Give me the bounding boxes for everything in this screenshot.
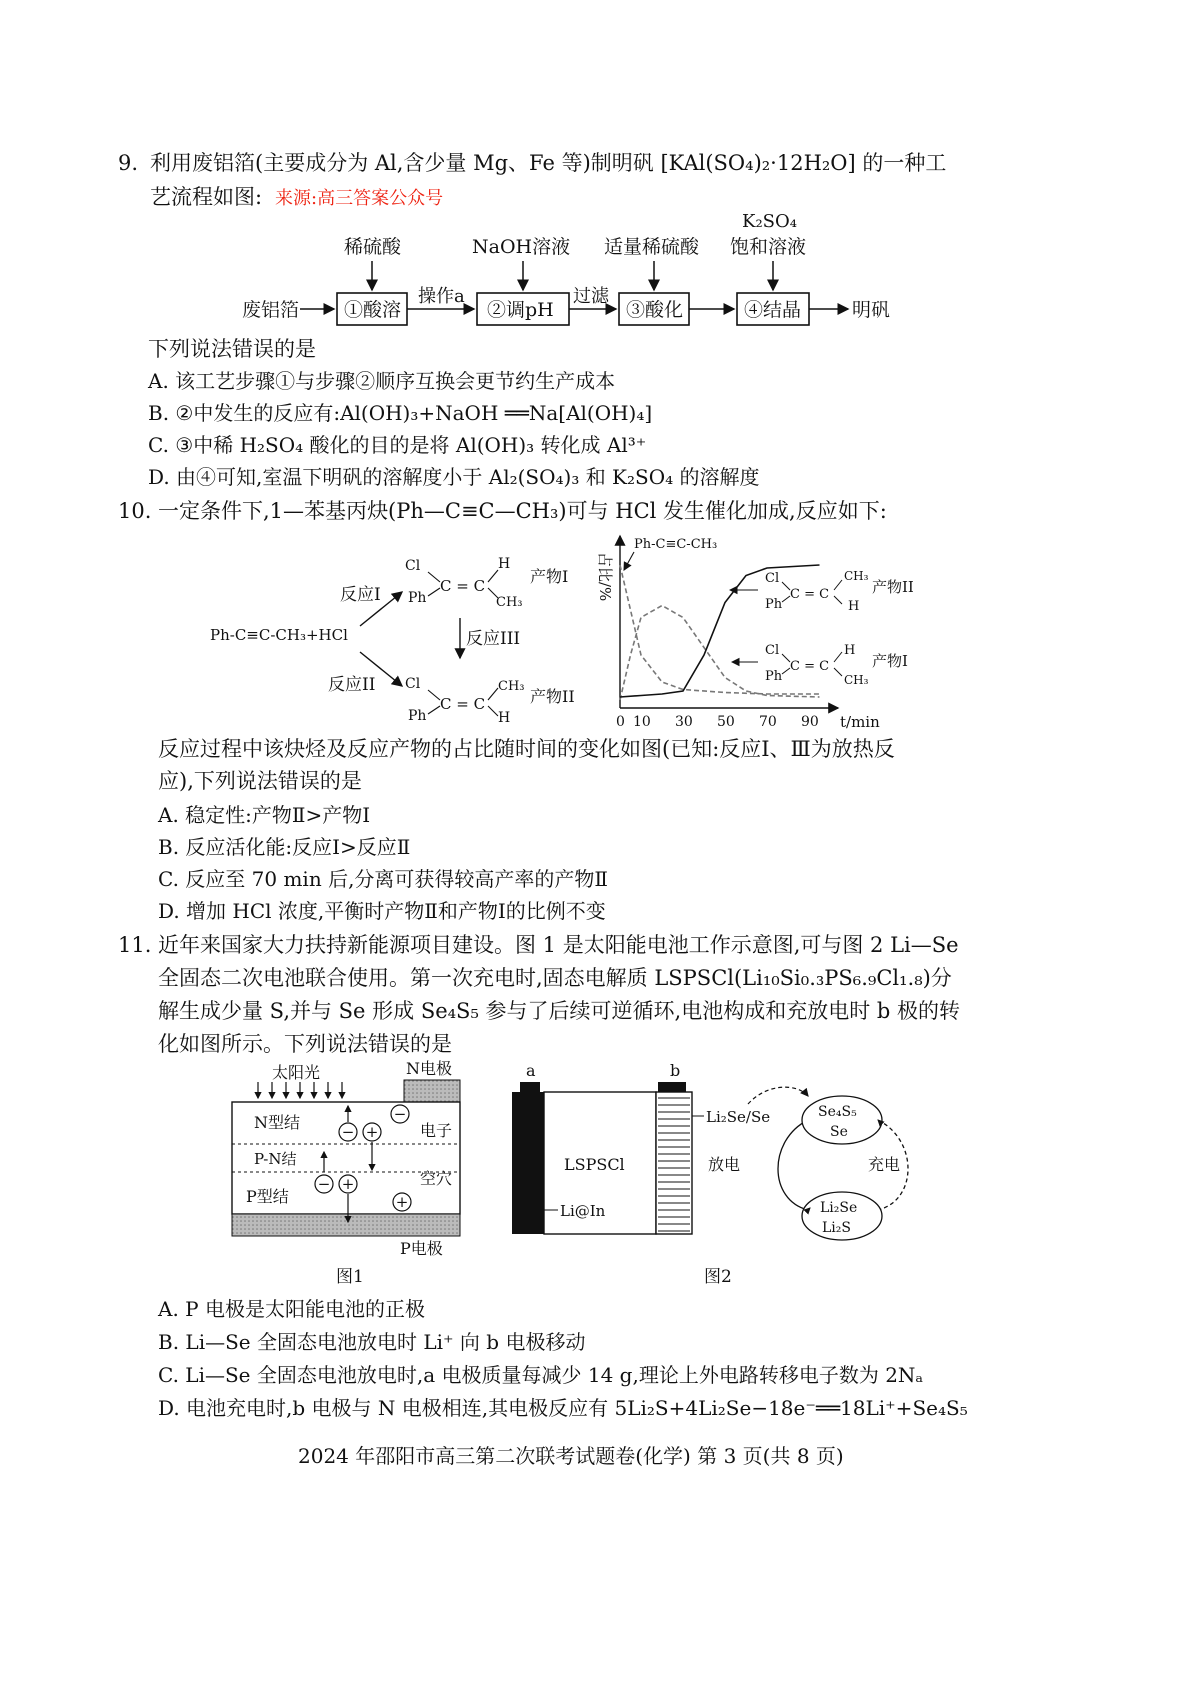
n-electrode-label: N电极: [406, 1060, 453, 1078]
svg-text:H: H: [848, 599, 860, 614]
svg-text:Cl: Cl: [765, 643, 780, 658]
reactant: Ph-C≡C-CH₃+HCl: [210, 626, 348, 644]
q10-option-a: A. 稳定性:产物Ⅱ>产物Ⅰ: [158, 803, 371, 827]
x-tick-label: 70: [759, 714, 777, 730]
product-1-label: 产物I: [530, 567, 569, 586]
p-electrode: [232, 1214, 460, 1236]
electron-label: 电子: [420, 1121, 453, 1140]
svg-text:C = C: C = C: [790, 659, 830, 674]
electrode-a: [512, 1092, 544, 1234]
flow-end: 明矾: [852, 299, 891, 321]
q11-option-d: D. 电池充电时,b 电极与 N 电极相连,其电极反应有 5Li₂S+4Li₂Se−18e⁻══18Li⁺+Se₄S₅: [158, 1396, 968, 1420]
q10-stem-2: 应),下列说法错误的是: [158, 769, 362, 793]
charge-label: 充电: [868, 1155, 901, 1174]
hole-label: 空穴: [420, 1169, 453, 1188]
y-axis-label: 占比/%: [596, 552, 614, 602]
li2se-se-label: Li₂Se/Se: [706, 1108, 771, 1126]
product-2-structure: [405, 676, 575, 726]
svg-text:产物II: 产物II: [872, 578, 914, 596]
q9-flowchart: [240, 205, 900, 335]
q11-line2: 全固态二次电池联合使用。第一次充电时,固态电解质 LSPSCl(Li₁₀Si₀.₃PS₆.₉Cl₁.₈)分: [158, 966, 952, 990]
alkyne-label: Ph-C≡C-CH₃: [634, 537, 718, 552]
svg-text:−: −: [341, 1123, 355, 1141]
svg-text:Cl: Cl: [405, 676, 421, 692]
fig1-caption: 图1: [336, 1267, 364, 1287]
svg-text:CH₃: CH₃: [496, 595, 523, 610]
svg-text:Li₂S: Li₂S: [822, 1220, 851, 1236]
svg-text:+: +: [365, 1123, 379, 1141]
flow-step-1-label: ①酸溶: [344, 299, 402, 321]
q10-stem-1: 反应过程中该炔烃及反应产物的占比随时间的变化如图(已知:反应Ⅰ、Ⅲ为放热反: [158, 737, 895, 761]
x-axis-label: t/min: [840, 713, 880, 731]
x-tick-label: 90: [801, 714, 819, 730]
electrode-b: [656, 1092, 692, 1234]
source-note: 来源:高三答案公众号: [275, 188, 444, 209]
series-line-2: [620, 606, 820, 701]
q9-line1: 利用废铝箔(主要成分为 Al,含少量 Mg、Fe 等)制明矾 [KAl(SO₄)₂·12H₂O] 的一种工: [150, 151, 947, 175]
p-type-label: P型结: [246, 1187, 289, 1206]
q9-number: 9.: [118, 151, 139, 175]
svg-text:H: H: [498, 556, 511, 572]
pn-junction-label: P-N结: [254, 1150, 297, 1168]
svg-text:CH₃: CH₃: [844, 569, 869, 583]
chart-product-1-annotation: [732, 643, 908, 687]
q9-option-a: A. 该工艺步骤①与步骤②顺序互换会更节约生产成本: [148, 369, 616, 393]
q11-line4: 化如图所示。下列说法错误的是: [158, 1032, 452, 1056]
reagent-3: 适量稀硫酸: [604, 236, 700, 258]
q9-line2: 艺流程如图:: [150, 185, 263, 209]
x-tick-label: 0: [616, 714, 625, 730]
product-1-structure: [405, 556, 568, 610]
svg-text:Se₄S₅: Se₄S₅: [818, 1104, 857, 1120]
x-tick-label: 30: [675, 714, 693, 730]
series-line-1: [620, 565, 820, 694]
svg-text:Ph: Ph: [765, 597, 783, 612]
svg-text:Ph: Ph: [408, 708, 427, 724]
n-electrode: [404, 1080, 460, 1102]
svg-text:C = C: C = C: [440, 695, 486, 713]
svg-text:CH₃: CH₃: [498, 679, 525, 694]
n-type-label: N型结: [254, 1113, 301, 1132]
q11-line1: 近年来国家大力扶持新能源项目建设。图 1 是太阳能电池工作示意图,可与图 2 Li—Se: [158, 933, 959, 957]
q10-option-b: B. 反应活化能:反应Ⅰ>反应Ⅱ: [158, 835, 411, 859]
electrode-a-label: a: [526, 1061, 536, 1080]
q10-number: 10.: [118, 499, 152, 523]
q11-option-a: A. P 电极是太阳能电池的正极: [158, 1297, 425, 1321]
flow-op-a: 操作a: [418, 286, 465, 307]
svg-text:−: −: [393, 1105, 407, 1123]
li-in-label: Li@In: [560, 1202, 606, 1220]
reagent-2: NaOH溶液: [472, 236, 571, 258]
q9-option-d: D. 由④可知,室温下明矾的溶解度小于 Al₂(SO₄)₃ 和 K₂SO₄ 的溶解度: [148, 465, 760, 489]
reaction-1-label: 反应I: [340, 585, 381, 605]
svg-text:Ph: Ph: [408, 590, 427, 606]
flow-step-3-label: ③酸化: [626, 299, 684, 321]
q10-option-c: C. 反应至 70 min 后,分离可获得较高产率的产物Ⅱ: [158, 867, 609, 891]
q11-number: 11.: [118, 933, 152, 957]
q10-reaction-scheme: [200, 540, 610, 740]
reaction-3-label: 反应III: [466, 629, 521, 649]
q11-option-c: C. Li—Se 全固态电池放电时,a 电极质量每减少 14 g,理论上外电路转移电子数为 2Nₐ: [158, 1363, 924, 1387]
svg-text:H: H: [844, 643, 856, 658]
svg-text:C = C: C = C: [790, 587, 830, 602]
page-footer: 2024 年邵阳市高三第二次联考试题卷(化学) 第 3 页(共 8 页): [298, 1444, 844, 1468]
q9-stem: 下列说法错误的是: [148, 337, 316, 361]
q11-line3: 解生成少量 S,并与 Se 形成 Se₄S₅ 参与了后续可逆循环,电池构成和充放电时 b 极的转: [158, 999, 961, 1023]
reagent-4-formula: K₂SO₄: [742, 211, 797, 232]
p-electrode-label: P电极: [400, 1239, 443, 1258]
discharge-label: 放电: [708, 1155, 741, 1174]
terminal-b: [658, 1082, 686, 1092]
svg-text:Ph: Ph: [765, 669, 783, 684]
terminal-a: [520, 1082, 540, 1092]
reagent-1: 稀硫酸: [344, 236, 402, 258]
series-line-3: [620, 565, 820, 697]
flow-step-4-label: ④结晶: [744, 299, 802, 321]
svg-text:+: +: [395, 1193, 409, 1211]
x-tick-label: 10: [633, 714, 651, 730]
product-2-label: 产物II: [530, 687, 575, 706]
svg-text:CH₃: CH₃: [844, 673, 869, 687]
reagent-4-text: 饱和溶液: [730, 236, 807, 258]
svg-text:产物I: 产物I: [872, 652, 908, 670]
svg-text:C = C: C = C: [440, 577, 486, 595]
svg-text:−: −: [317, 1175, 331, 1193]
sunlight-label: 太阳光: [272, 1063, 321, 1082]
lspscl-label: LSPSCl: [564, 1155, 625, 1174]
q9-option-c: C. ③中稀 H₂SO₄ 酸化的目的是将 Al(OH)₃ 转化成 Al³⁺: [148, 433, 647, 457]
svg-text:H: H: [498, 710, 511, 726]
fig2-battery: [508, 1060, 928, 1290]
chart-product-2-annotation: [730, 569, 914, 614]
flow-op-filter: 过滤: [573, 286, 609, 307]
x-tick-label: 50: [717, 714, 735, 730]
q10-chart: [590, 530, 960, 738]
svg-text:Li₂Se: Li₂Se: [820, 1200, 858, 1216]
svg-text:Cl: Cl: [405, 558, 421, 574]
q11-option-b: B. Li—Se 全固态电池放电时 Li⁺ 向 b 电极移动: [158, 1330, 586, 1354]
fig2-caption: 图2: [704, 1267, 732, 1287]
svg-text:Cl: Cl: [765, 571, 780, 586]
svg-text:Se: Se: [830, 1124, 848, 1140]
electrode-b-label: b: [670, 1061, 681, 1080]
flow-step-2-label: ②调pH: [487, 299, 554, 321]
q10-option-d: D. 增加 HCl 浓度,平衡时产物Ⅱ和产物Ⅰ的比例不变: [158, 899, 606, 923]
fig1-solar-cell: [228, 1060, 488, 1290]
flow-start: 废铝箔: [242, 299, 300, 321]
svg-text:+: +: [341, 1175, 355, 1193]
reaction-2-label: 反应II: [328, 675, 376, 695]
q10-line1: 一定条件下,1—苯基丙炔(Ph—C≡C—CH₃)可与 HCl 发生催化加成,反应如下:: [158, 499, 887, 523]
q9-option-b: B. ②中发生的反应有:Al(OH)₃+NaOH ══Na[Al(OH)₄]: [148, 401, 653, 425]
